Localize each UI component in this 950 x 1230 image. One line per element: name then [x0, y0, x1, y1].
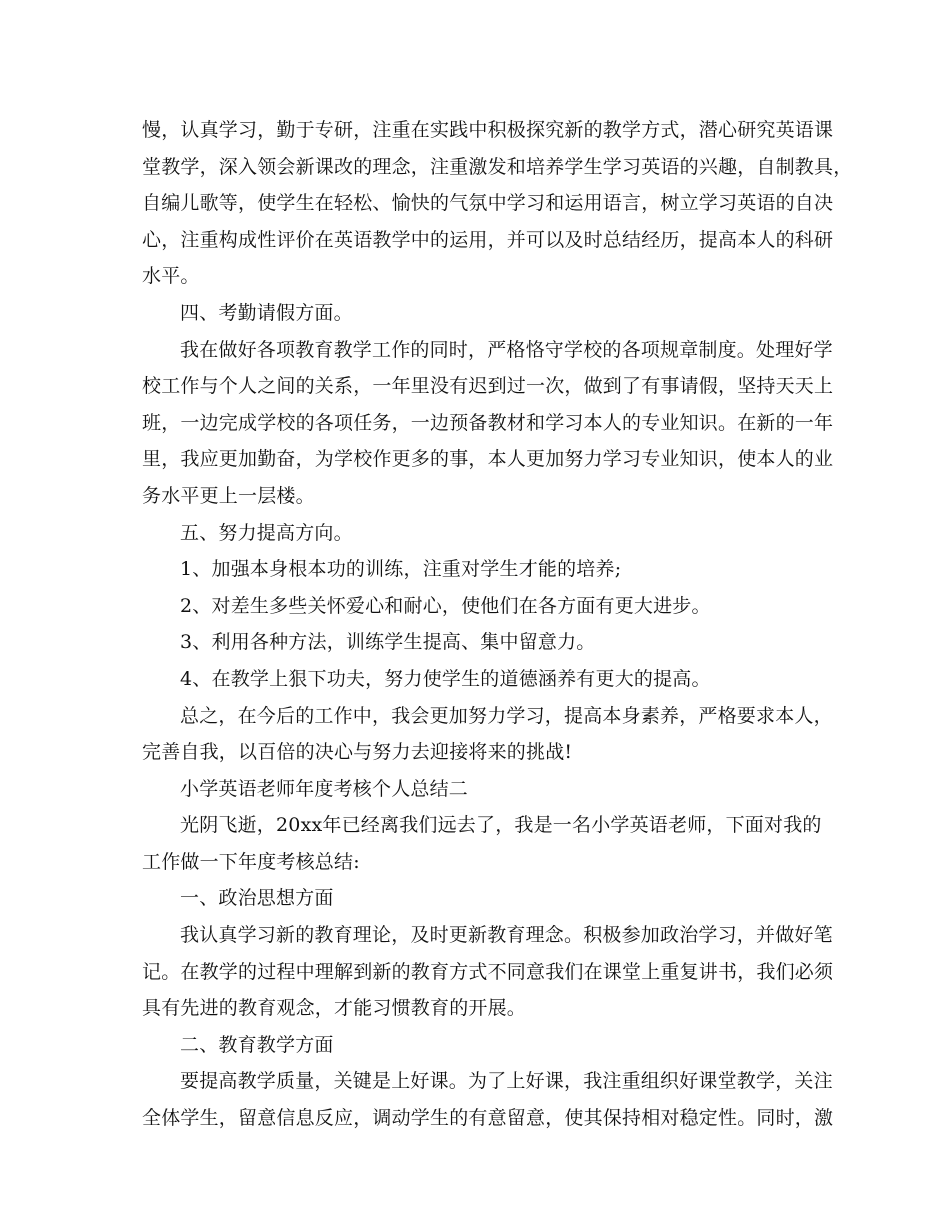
- document-body: [142, 112, 853, 1137]
- text-line: 自编儿歌等，使学生在轻松、愉快的气氛中学习和运用语言，树立学习英语的自决: [142, 192, 834, 215]
- text-line: 水平。: [142, 265, 200, 288]
- text-line: 一、政治思想方面: [180, 887, 334, 910]
- text-line: 3、利用各种方法，训练学生提高、集中留意力。: [180, 631, 596, 654]
- text-line: 完善自我，以百倍的决心与努力去迎接将来的挑战!: [142, 741, 573, 764]
- text-line: 1、加强本身根本功的训练，注重对学生才能的培养;: [180, 558, 622, 581]
- text-line: 务水平更上一层楼。: [142, 484, 315, 507]
- text-line: 2、对差生多些关怀爱心和耐心，使他们在各方面有更大进步。: [180, 594, 711, 617]
- text-line: 全体学生，留意信息反应，调动学生的有意留意，使其保持相对稳定性。同时，激: [142, 1107, 834, 1130]
- text-line: 我认真学习新的教育理论，及时更新教育理念。积极参加政治学习，并做好笔: [180, 924, 833, 947]
- text-line: 4、在教学上狠下功夫，努力使学生的道德涵养有更大的提高。: [180, 667, 711, 690]
- text-line: 五、努力提高方向。: [180, 521, 353, 544]
- text-line: 慢，认真学习，勤于专研，注重在实践中积极探究新的教学方式，潜心研究英语课: [142, 119, 834, 141]
- text-line: 工作做一下年度考核总结:: [142, 850, 360, 873]
- text-line: 具有先进的教育观念，才能习惯教育的开展。: [142, 997, 527, 1020]
- text-line: 校工作与个人之间的关系，一年里没有迟到过一次，做到了有事请假，坚持天天上: [142, 375, 834, 398]
- text-line: 班，一边完成学校的各项任务，一边预备教材和学习本人的专业知识。在新的一年: [142, 411, 834, 434]
- text-line: 小学英语老师年度考核个人总结二: [180, 777, 469, 800]
- text-line: 要提高教学质量，关键是上好课。为了上好课，我注重组织好课堂教学，关注: [180, 1070, 833, 1093]
- text-line: 四、考勤请假方面。: [180, 301, 353, 324]
- text-line: 记。在教学的过程中理解到新的教育方式不同意我们在课堂上重复讲书，我们必须: [142, 960, 834, 983]
- text-line: 里，我应更加勤奋，为学校作更多的事，本人更加努力学习专业知识，使本人的业: [142, 448, 834, 471]
- text-line: 总之，在今后的工作中，我会更加努力学习，提高本身素养，严格要求本人，: [180, 704, 833, 727]
- text-line: 堂教学，深入领会新课改的理念，注重激发和培养学生学习英语的兴趣，自制教具，: [142, 155, 853, 178]
- text-line: 我在做好各项教育教学工作的同时，严格恪守学校的各项规章制度。处理好学: [180, 338, 833, 361]
- text-line: 二、教育教学方面: [180, 1033, 334, 1056]
- text-line: 光阴飞逝，20xx年已经离我们远去了，我是一名小学英语老师，下面对我的: [180, 814, 822, 837]
- text-line: 心，注重构成性评价在英语教学中的运用，并可以及时总结经历，提高本人的科研: [142, 228, 834, 251]
